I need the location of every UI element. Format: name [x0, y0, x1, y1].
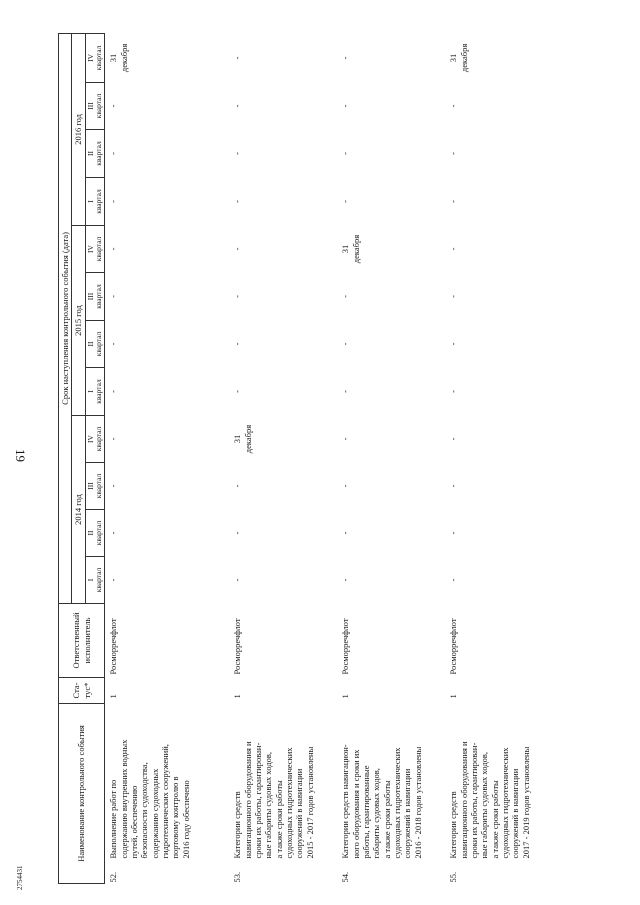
quarter-deadline-cell: -	[232, 578, 243, 582]
quarter-deadline-cell: -	[232, 484, 243, 488]
quarter-deadline-cell: -	[340, 484, 351, 488]
header-quarter: I квартал	[85, 557, 105, 604]
row-number: 54.	[340, 871, 351, 883]
quarter-deadline-cell: -	[340, 295, 351, 298]
header-quarter: III квартал	[85, 83, 105, 130]
header-quarter: II квартал	[85, 130, 105, 178]
quarter-deadline-cell: -	[340, 437, 351, 441]
quarter-deadline-cell: -	[108, 200, 119, 203]
table-body	[105, 33, 570, 883]
quarter-deadline-cell: -	[232, 200, 243, 203]
quarter-deadline-cell: -	[340, 200, 351, 203]
quarter-deadline-cell: -	[340, 531, 351, 535]
executor-value: Росморречфлот	[340, 618, 351, 675]
table-row	[105, 33, 230, 883]
quarter-deadline-cell: -	[448, 531, 459, 535]
quarter-deadline-cell: -	[448, 152, 459, 155]
document-code: 2754431	[16, 865, 24, 890]
control-events-table	[58, 33, 569, 884]
quarter-deadline-cell: 31 декабря	[448, 43, 469, 73]
quarter-deadline-cell: -	[340, 104, 351, 108]
row-number: 53.	[232, 871, 243, 883]
header-quarter: IV квартал	[85, 33, 105, 82]
table-row	[229, 33, 337, 883]
quarter-deadline-cell: -	[448, 578, 459, 582]
quarter-deadline-cell: -	[340, 578, 351, 582]
quarter-deadline-cell: -	[340, 56, 351, 60]
header-quarter: I квартал	[85, 368, 105, 416]
quarter-deadline-cell: -	[232, 531, 243, 535]
header-quarter: II квартал	[85, 510, 105, 557]
status-value: 1	[108, 694, 119, 699]
quarter-deadline-cell: -	[232, 56, 243, 60]
page-number: 19	[13, 449, 28, 462]
header-quarter: II квартал	[85, 321, 105, 368]
quarter-deadline-cell: -	[448, 484, 459, 488]
status-value: 1	[340, 694, 351, 699]
quarter-deadline-cell: 31 декабря	[340, 234, 361, 264]
header-quarter: IV квартал	[85, 226, 105, 273]
quarter-deadline-cell: -	[232, 342, 243, 346]
header-status: Ста- тус*	[59, 678, 105, 704]
header-quarter: I квартал	[85, 178, 105, 226]
header-executor: Ответственный исполнитель	[59, 604, 105, 678]
quarter-deadline-cell: 31 декабря	[108, 43, 129, 73]
quarter-deadline-cell: -	[232, 390, 243, 393]
event-name: Выполнение работ по содержанию внутренних водных путей, обеспечению безопасности судоходства, содержанию судоходных гидротехнических сооружений, портовому контролю в 2016 году обеспечено	[108, 739, 191, 859]
quarter-deadline-cell: -	[448, 295, 459, 298]
row-number: 52.	[108, 871, 119, 883]
quarter-deadline-cell: -	[448, 247, 459, 251]
quarter-deadline-cell: -	[108, 390, 119, 393]
header-quarter: IV квартал	[85, 416, 105, 463]
quarter-deadline-cell: -	[108, 437, 119, 441]
quarter-deadline-cell: -	[108, 578, 119, 582]
header-quarter: III квартал	[85, 463, 105, 510]
table-row	[445, 33, 569, 883]
status-value: 1	[448, 694, 459, 699]
quarter-deadline-cell: 31 декабря	[232, 424, 253, 454]
quarter-deadline-cell: -	[232, 104, 243, 108]
executor-value: Росморречфлот	[232, 618, 243, 675]
executor-value: Росморречфлот	[448, 618, 459, 675]
event-name: Категории средств навигационного оборудования и сроки их работы, гарантирован- ные габариты судовых ходов, а также сроки работы судоходных гидротехнических сооружений в навигации 2015 - 2017 годов установлены	[232, 741, 315, 859]
quarter-deadline-cell: -	[232, 247, 243, 251]
quarter-deadline-cell: -	[108, 104, 119, 108]
quarter-deadline-cell: -	[448, 390, 459, 393]
header-year: 2015 год	[72, 226, 85, 416]
event-name: Категории средств навигацион- ного оборудования и сроки их работы, гарантированные габариты судовых ходов, а также сроки работы судоходных гидротехнических сооружений в навигации 2016 - 2018 годов установлены	[340, 744, 423, 859]
row-number: 55.	[448, 871, 459, 883]
quarter-deadline-cell: -	[340, 342, 351, 346]
table-header	[59, 33, 105, 883]
header-year: 2014 год	[72, 416, 85, 604]
quarter-deadline-cell: -	[108, 342, 119, 346]
quarter-deadline-cell: -	[340, 390, 351, 393]
header-deadline: Срок наступления контрольного события (дата)	[59, 33, 72, 603]
quarter-deadline-cell: -	[448, 104, 459, 108]
rotated-page	[58, 4, 628, 884]
header-year: 2016 год	[72, 33, 85, 225]
quarter-deadline-cell: -	[108, 295, 119, 298]
table-row	[337, 33, 445, 883]
quarter-deadline-cell: -	[232, 295, 243, 298]
quarter-deadline-cell: -	[108, 484, 119, 488]
event-name: Категории средств навигационного оборудования и сроки их работы, гарантирован- ные габариты судовых ходов, а также сроки работы судоходных гидротехнических сооружений в навигации 2017 - 2019 годов установлены	[448, 741, 531, 859]
header-quarter: III квартал	[85, 273, 105, 321]
quarter-deadline-cell: -	[232, 152, 243, 155]
quarter-deadline-cell: -	[108, 531, 119, 535]
status-value: 1	[232, 694, 243, 699]
quarter-deadline-cell: -	[108, 152, 119, 155]
quarter-deadline-cell: -	[108, 247, 119, 251]
quarter-deadline-cell: -	[448, 342, 459, 346]
header-event-name: Наименование контрольного события	[59, 704, 105, 884]
quarter-deadline-cell: -	[340, 152, 351, 155]
quarter-deadline-cell: -	[448, 200, 459, 203]
quarter-deadline-cell: -	[448, 437, 459, 441]
executor-value: Росморречфлот	[108, 618, 119, 675]
